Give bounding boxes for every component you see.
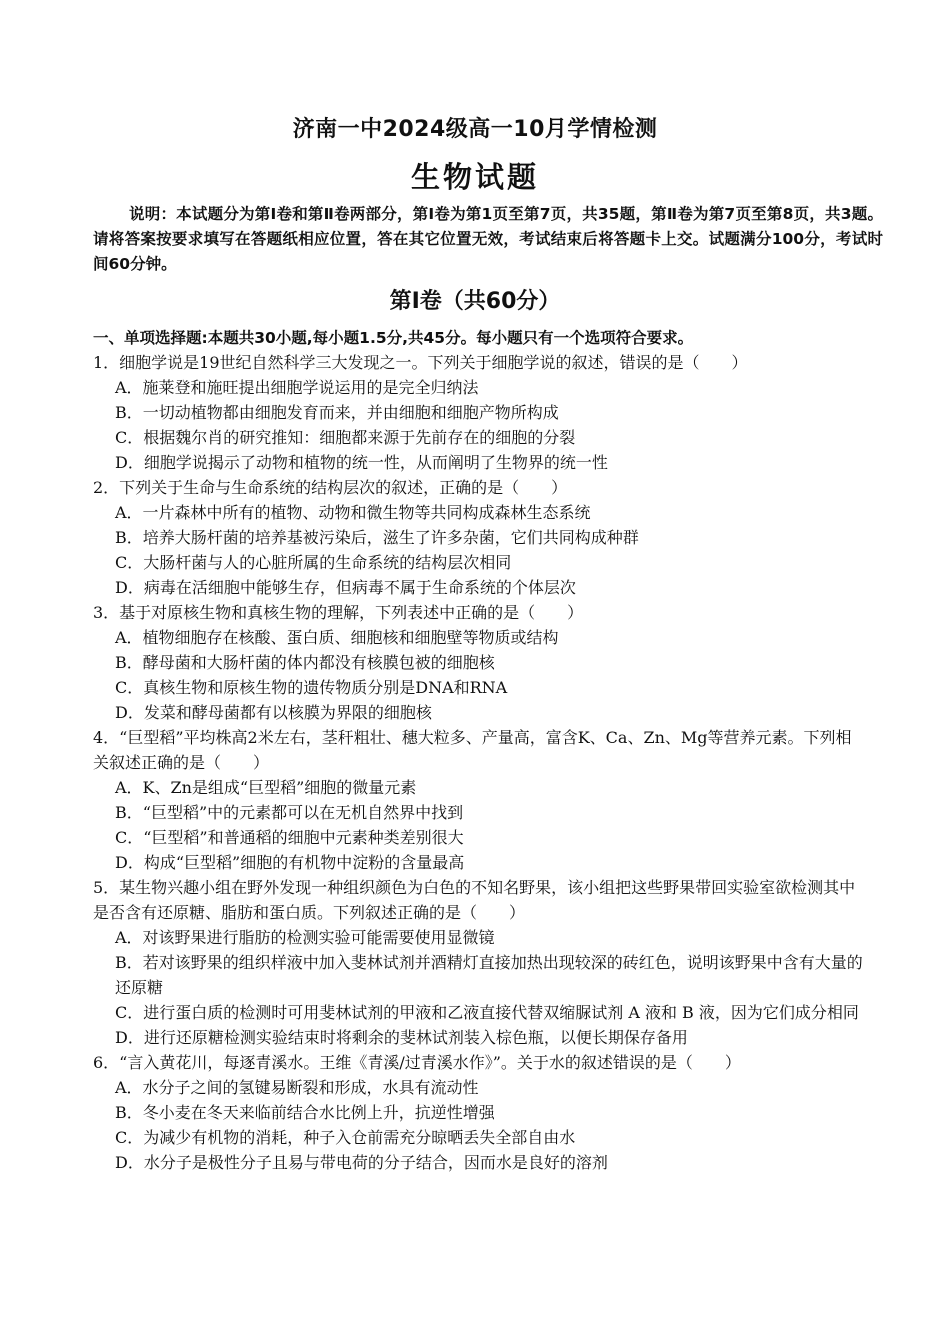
question-2 — [93, 475, 863, 600]
option-d: D．发菜和酵母菌都有以核膜为界限的细胞核 — [115, 703, 432, 722]
part-heading: 一、单项选择题:本题共30小题,每小题1.5分,共45分。每小题只有一个选项符合要求。 — [93, 329, 694, 347]
option-d: D．构成“巨型稻”细胞的有机物中淀粉的含量最高 — [115, 853, 465, 872]
option-b: B．酵母菌和大肠杆菌的体内都没有核膜包被的细胞核 — [115, 653, 495, 672]
option-b: B．若对该野果的组织样液中加入斐林试剂并酒精灯直接加热出现较深的砖红色，说明该野果中含有大量的还原糖 — [115, 953, 863, 997]
exam-subject-title: 生物试题 — [410, 160, 539, 194]
option-a: A．K、Zn是组成“巨型稻”细胞的微量元素 — [115, 778, 417, 797]
section-title: 第Ⅰ卷（共60分） — [389, 289, 561, 314]
option-d: D．水分子是极性分子且易与带电荷的分子结合，因而水是良好的溶剂 — [115, 1153, 608, 1172]
option-c: C．为减少有机物的消耗，种子入仓前需充分晾晒丢失全部自由水 — [115, 1128, 576, 1147]
question-stem: 5．某生物兴趣小组在野外发现一种组织颜色为白色的不知名野果，该小组把这些野果带回实验室欲检测其中是否含有还原糖、脂肪和蛋白质。下列叙述正确的是（ ） — [93, 878, 856, 922]
exam-school-title: 济南一中2024级高一10月学情检测 — [292, 117, 658, 142]
option-a: A．植物细胞存在核酸、蛋白质、细胞核和细胞壁等物质或结构 — [115, 628, 559, 647]
question-1 — [93, 350, 863, 475]
question-stem: 4．“巨型稻”平均株高2米左右，茎秆粗壮、穗大粒多、产量高，富含K、Ca、Zn、Mg等营养元素。下列相关叙述正确的是（ ） — [93, 728, 852, 772]
option-b: B．“巨型稻”中的元素都可以在无机自然界中找到 — [115, 803, 464, 822]
question-stem: 6．“言入黄花川，每逐青溪水。王维《青溪/过青溪水作》”。关于水的叙述错误的是（ ） — [93, 1053, 741, 1072]
question-5 — [93, 875, 863, 1050]
option-a: A．一片森林中所有的植物、动物和微生物等共同构成森林生态系统 — [115, 503, 591, 522]
option-c: C．进行蛋白质的检测时可用斐林试剂的甲液和乙液直接代替双缩脲试剂 A 液和 B 液，因为它们成分相同 — [115, 1003, 859, 1022]
option-b: B．一切动植物都由细胞发育而来，并由细胞和细胞产物所构成 — [115, 403, 559, 422]
option-c: C．大肠杆菌与人的心脏所属的生命系统的结构层次相同 — [115, 553, 512, 572]
question-6 — [93, 1050, 863, 1175]
option-b: B．冬小麦在冬天来临前结合水比例上升，抗逆性增强 — [115, 1103, 495, 1122]
option-b: B．培养大肠杆菌的培养基被污染后，滋生了许多杂菌，它们共同构成种群 — [115, 528, 639, 547]
option-c: C．真核生物和原核生物的遗传物质分别是DNA和RNA — [115, 678, 508, 697]
option-c: C．“巨型稻”和普通稻的细胞中元素种类差别很大 — [115, 828, 464, 847]
option-a: A．对该野果进行脂肪的检测实验可能需要使用显微镜 — [115, 928, 495, 947]
question-stem: 2．下列关于生命与生命系统的结构层次的叙述，正确的是（ ） — [93, 478, 568, 497]
question-list — [93, 350, 863, 1175]
question-stem: 1．细胞学说是19世纪自然科学三大发现之一。下列关于细胞学说的叙述，错误的是（ ） — [93, 353, 748, 372]
question-4 — [93, 725, 863, 875]
option-d: D．进行还原糖检测实验结束时将剩余的斐林试剂装入棕色瓶，以便长期保存备用 — [115, 1028, 688, 1047]
option-a: A．施莱登和施旺提出细胞学说运用的是完全归纳法 — [115, 378, 479, 397]
option-d: D．病毒在活细胞中能够生存，但病毒不属于生命系统的个体层次 — [115, 578, 576, 597]
exam-instructions: 说明：本试题分为第Ⅰ卷和第Ⅱ卷两部分，第Ⅰ卷为第1页至第7页，共35题，第Ⅱ卷为第7页至第8页，共3题。请将答案按要求填写在答题纸相应位置，答在其它位置无效，考试结束后将答题卡上交。试题满分100分，考试时间60分钟。 — [93, 205, 883, 273]
option-d: D．细胞学说揭示了动物和植物的统一性，从而阐明了生物界的统一性 — [115, 453, 608, 472]
option-c: C．根据魏尔肖的研究推知：细胞都来源于先前存在的细胞的分裂 — [115, 428, 576, 447]
option-a: A．水分子之间的氢键易断裂和形成，水具有流动性 — [115, 1078, 479, 1097]
question-stem: 3．基于对原核生物和真核生物的理解，下列表述中正确的是（ ） — [93, 603, 584, 622]
question-3 — [93, 600, 863, 725]
